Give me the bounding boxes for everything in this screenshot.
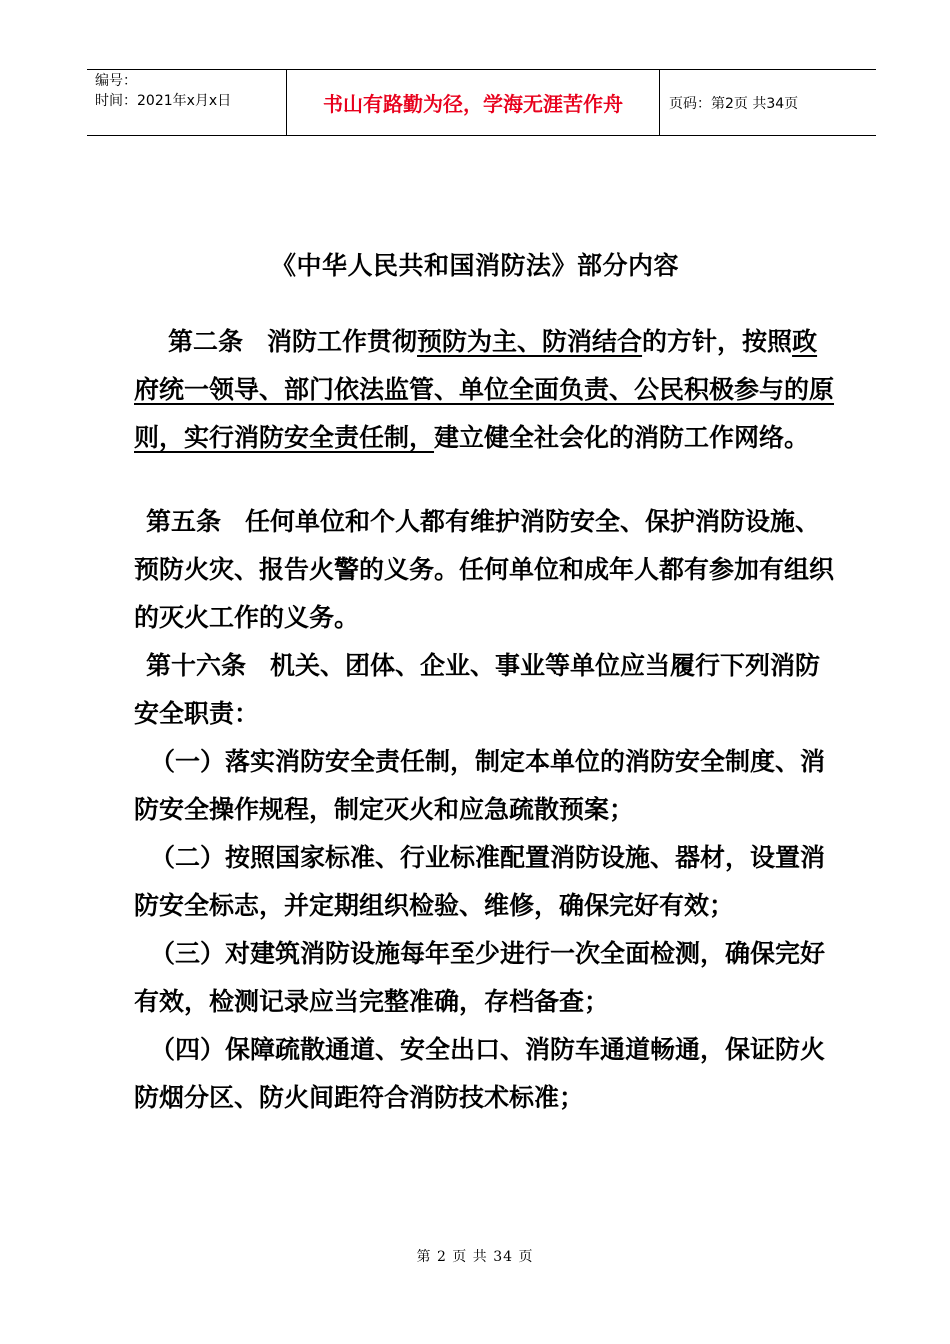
article-2-text-b: 的方针，按照 bbox=[642, 327, 793, 356]
article-16-label: 第十六条 bbox=[146, 651, 247, 680]
list-item: （二）按照国家标准、行业标准配置消防设施、器材，设置消防安全标志，并定期组织检验、维修，确保完好有效； bbox=[134, 843, 826, 920]
time-label: 时间：2021年x月x日 bbox=[95, 93, 232, 109]
article-16-text: 机关、团体、企业、事业等单位应当履行下列消防安全职责： bbox=[134, 651, 821, 728]
article-2-underlined-a: 预防为主、防消结合 bbox=[417, 327, 643, 356]
article-16 bbox=[134, 642, 834, 738]
article-2-text-a: 消防工作贯彻 bbox=[267, 327, 418, 356]
article-2-label: 第二条 bbox=[168, 327, 244, 356]
article-2 bbox=[134, 318, 834, 462]
number-label: 编号： bbox=[95, 73, 137, 89]
page-footer: 第 2 页 共 34 页 bbox=[416, 1249, 534, 1265]
list-item: （一）落实消防安全责任制，制定本单位的消防安全制度、消防安全操作规程，制定灭火和应急疏散预案； bbox=[134, 747, 826, 824]
header-meta-cell bbox=[87, 70, 287, 135]
article-5 bbox=[134, 498, 834, 642]
article-5-text: 任何单位和个人都有维护消防安全、保护消防设施、预防火灾、报告火警的义务。任何单位和成年人都有参加有组织的灭火工作的义务。 bbox=[134, 507, 835, 632]
header-page-info: 页码：第2页 共34页 bbox=[669, 95, 799, 112]
header-motto: 书山有路勤为径，学海无涯苦作舟 bbox=[287, 70, 660, 135]
article-2-underlined-b: 政府统一领导、部门依法监管、单位全面负责、公民积极参与的原则，实行消防安全责任制， bbox=[134, 327, 835, 452]
document-title: 《中华人民共和国消防法》部分内容 bbox=[270, 251, 679, 280]
list-item: （四）保障疏散通道、安全出口、消防车通道畅通，保证防火防烟分区、防火间距符合消防技术标准； bbox=[134, 1035, 826, 1112]
list-item: （三）对建筑消防设施每年至少进行一次全面检测，确保完好有效，检测记录应当完整准确，存档备查； bbox=[134, 939, 826, 1016]
document-body bbox=[134, 318, 834, 1122]
article-5-label: 第五条 bbox=[146, 507, 222, 536]
page-header bbox=[87, 69, 876, 136]
article-2-text-c: 建立健全社会化的消防工作网络。 bbox=[434, 423, 810, 452]
